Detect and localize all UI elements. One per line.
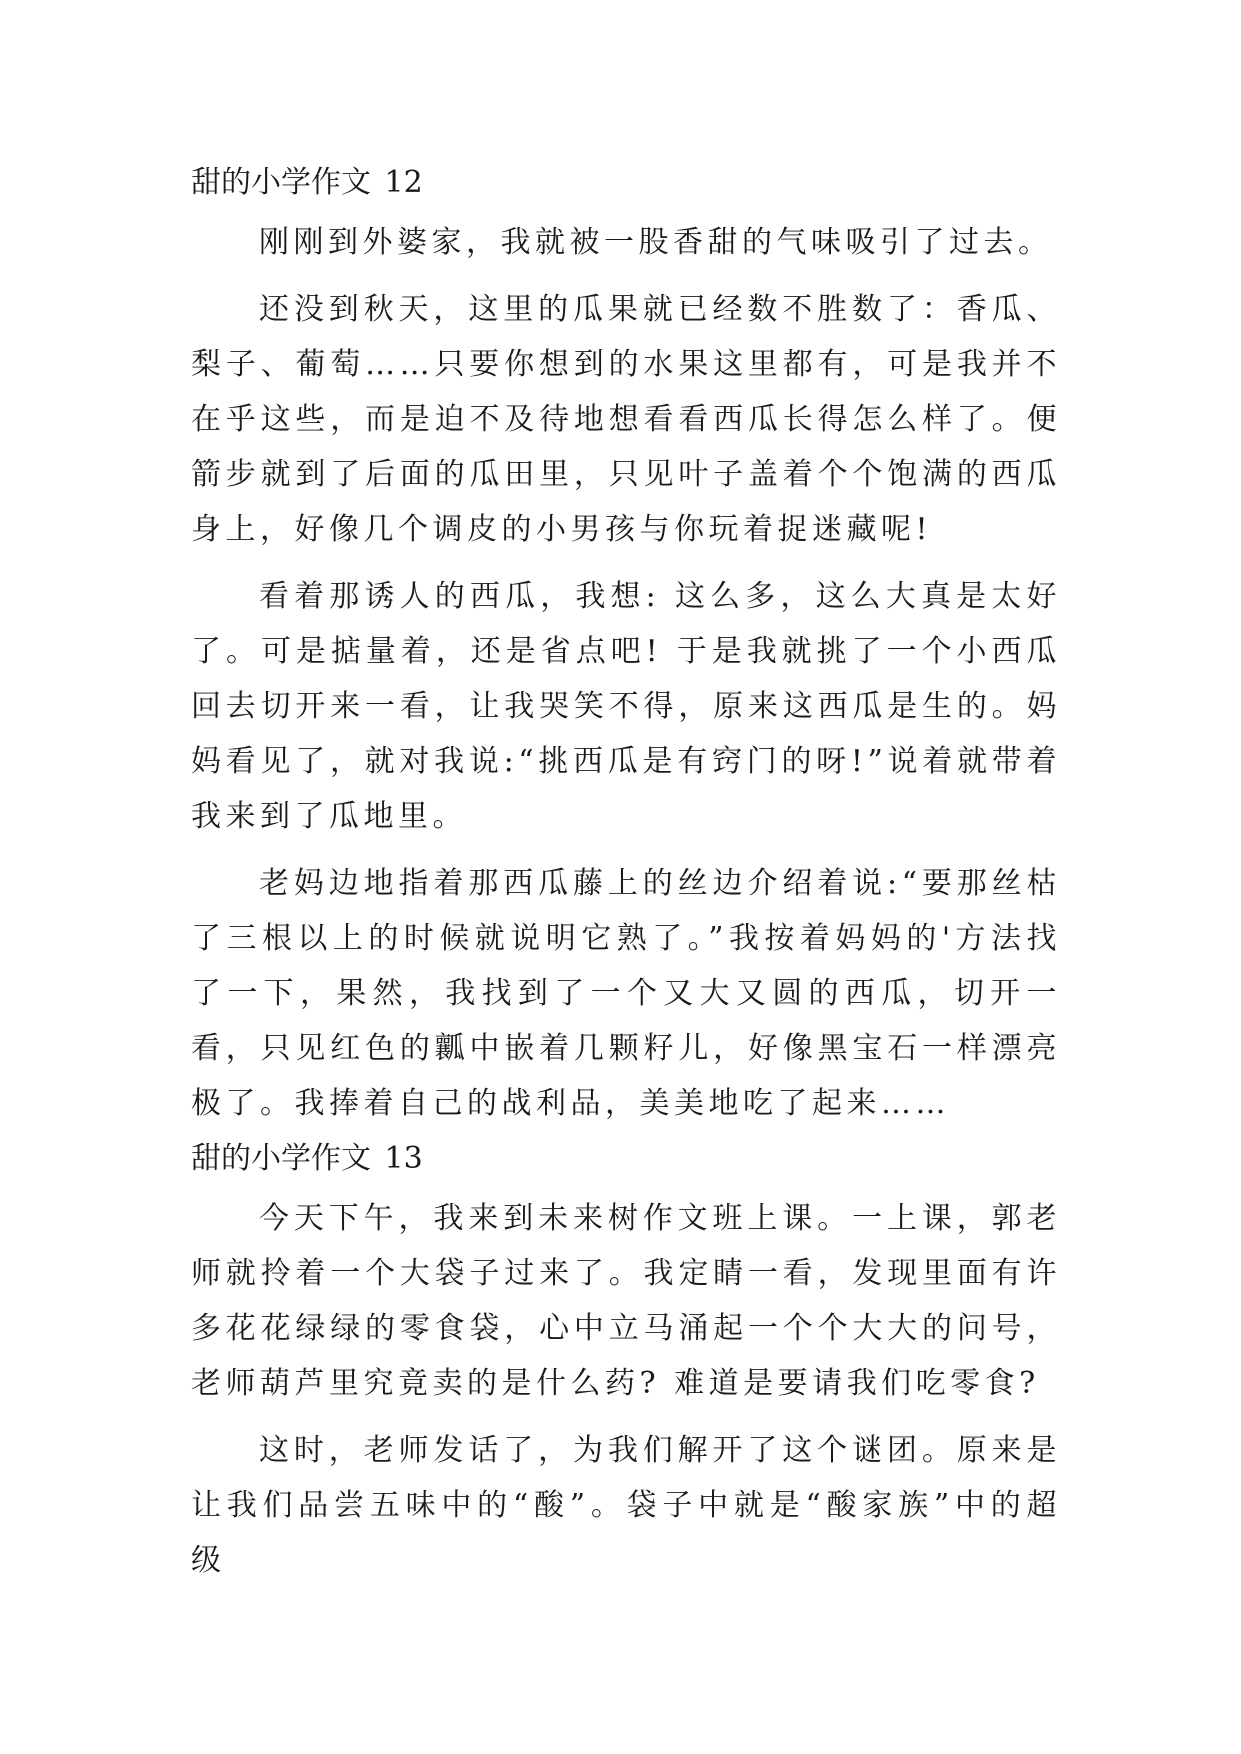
essay-heading: 甜的小学作文 12 [191, 165, 423, 200]
paragraph: 老妈边地指着那西瓜藤上的丝边介绍着说:“要那丝枯了三根以上的时候就说明它熟了。”我按着妈妈的'方法找了一下，果然，我找到了一个又大又圆的西瓜，切开一看，只见红色的瓤中嵌着几颗籽儿，好像黑宝石一样漂亮极了。我捧着自己的战利品，美美地吃了起来…… [191, 866, 1061, 1121]
paragraph: 这时，老师发话了，为我们解开了这个谜团。原来是让我们品尝五味中的“酸”。袋子中就是“酸家族”中的超级 [191, 1433, 1061, 1578]
document-body [191, 155, 1061, 1588]
essay-section-12 [191, 155, 1061, 1131]
essay-section-13 [191, 1131, 1061, 1588]
paragraph: 今天下午，我来到未来树作文班上课。一上课，郭老师就拎着一个大袋子过来了。我定睛一看，发现里面有许多花花绿绿的零食袋，心中立马涌起一个个大大的问号，老师葫芦里究竟卖的是什么药? 难道是要请我们吃零食? [191, 1201, 1061, 1401]
paragraph: 还没到秋天，这里的瓜果就已经数不胜数了：香瓜、梨子、葡萄……只要你想到的水果这里都有，可是我并不在乎这些，而是迫不及待地想看看西瓜长得怎么样了。便箭步就到了后面的瓜田里，只见叶子盖着个个饱满的西瓜身上，好像几个调皮的小男孩与你玩着捉迷藏呢! [191, 292, 1061, 547]
essay-heading: 甜的小学作文 13 [191, 1141, 423, 1176]
paragraph: 刚刚到外婆家，我就被一股香甜的气味吸引了过去。 [259, 225, 1053, 260]
paragraph: 看着那诱人的西瓜，我想: 这么多，这么大真是太好了。可是掂量着，还是省点吧! 于是我就挑了一个小西瓜回去切开来一看，让我哭笑不得，原来这西瓜是生的。妈妈看见了，就对我说:“挑西瓜是有窍门的呀!”说着就带着我来到了瓜地里。 [191, 579, 1061, 834]
